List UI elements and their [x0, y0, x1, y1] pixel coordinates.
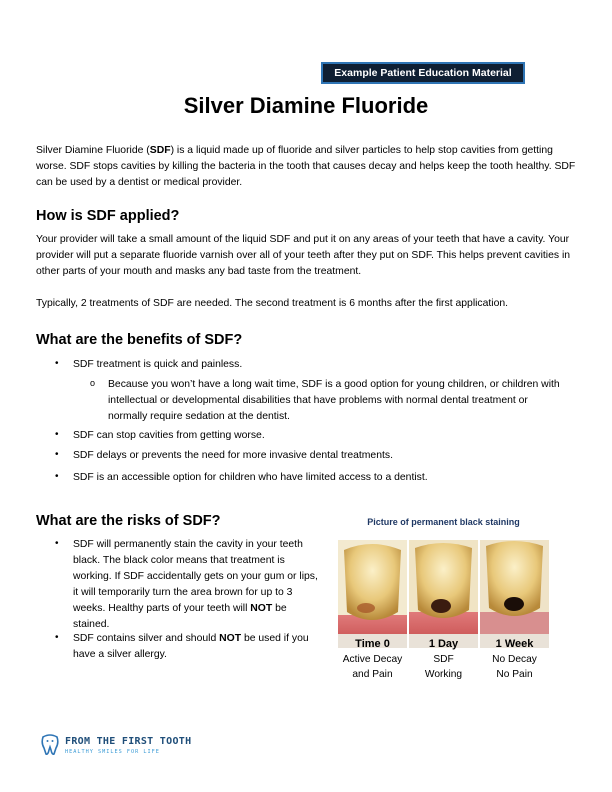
benefit-item: SDF is an accessible option for children who have limited access to a dentist. [73, 472, 428, 483]
figure-label-day1: 1 Day SDF Working [424, 638, 463, 680]
figure-label-week1: 1 Week No Decay No Pain [492, 638, 537, 680]
bullet-dot: • [55, 429, 59, 440]
brand-logo [40, 734, 191, 756]
risk-item: SDF contains silver and should NOT be used if you have a silver allergy. [73, 633, 309, 660]
bullet-dot: • [55, 471, 59, 482]
bullet-dot: • [55, 449, 59, 460]
tooth-staining-photo [338, 540, 549, 648]
heading-benefits: What are the benefits of SDF? [36, 332, 243, 348]
heading-risks: What are the risks of SDF? [36, 513, 221, 529]
benefit-item: SDF treatment is quick and painless. [73, 359, 243, 370]
logo-title: FROM THE FIRST TOOTH [65, 735, 192, 747]
figure-caption: Picture of permanent black staining [367, 517, 520, 527]
benefit-item: SDF can stop cavities from getting worse. [73, 430, 265, 441]
risk-item: SDF will permanently stain the cavity in your teeth black. The black color means that treatment is working. If SDF accidentally gets on your gum or lips, it will temporarily turn the area brown for up to 3 weeks. Healthy parts of your teeth will NOT be stained. [73, 539, 318, 630]
figure-label-time0: Time 0 Active Decay and Pain [342, 638, 403, 680]
benefit-sub-item: Because you won’t have a long wait time, SDF is a good option for young children, or children with intellectual or developmental disabilities that have problems with normal dental treatment or normally require sedation at the dentist. [108, 379, 560, 422]
logo-tagline: HEALTHY SMILES FOR LIFE [65, 748, 160, 755]
sub-bullet-marker: o [90, 378, 96, 388]
bullet-dot: • [55, 358, 59, 369]
bullet-dot: • [55, 632, 59, 643]
treatments-paragraph: Typically, 2 treatments of SDF are needed. The second treatment is 6 months after the first application. [36, 298, 509, 309]
header-badge: Example Patient Education Material [321, 62, 525, 84]
tooth-logo-icon [40, 734, 60, 756]
benefit-item: SDF delays or prevents the need for more invasive dental treatments. [73, 450, 393, 461]
page-title: Silver Diamine Fluoride [183, 93, 429, 118]
intro-paragraph: Silver Diamine Fluoride (SDF) is a liquid made up of fluoride and silver particles to help stop cavities from getting worse. SDF stops cavities by killing the bacteria in the tooth that causes decay and helps keep the tooth healthy. SDF can be used by a dentist or medical provider. [36, 145, 576, 188]
heading-how-applied: How is SDF applied? [36, 208, 180, 224]
bullet-dot: • [55, 538, 59, 549]
applied-paragraph: Your provider will take a small amount of the liquid SDF and put it on any areas of your teeth that have a cavity. Your provider will put a separate fluoride varnish over all of your teeth after they put on SDF. This helps prevent cavities in other parts of your mouth and masks any bad taste from the treatment. [36, 234, 571, 277]
